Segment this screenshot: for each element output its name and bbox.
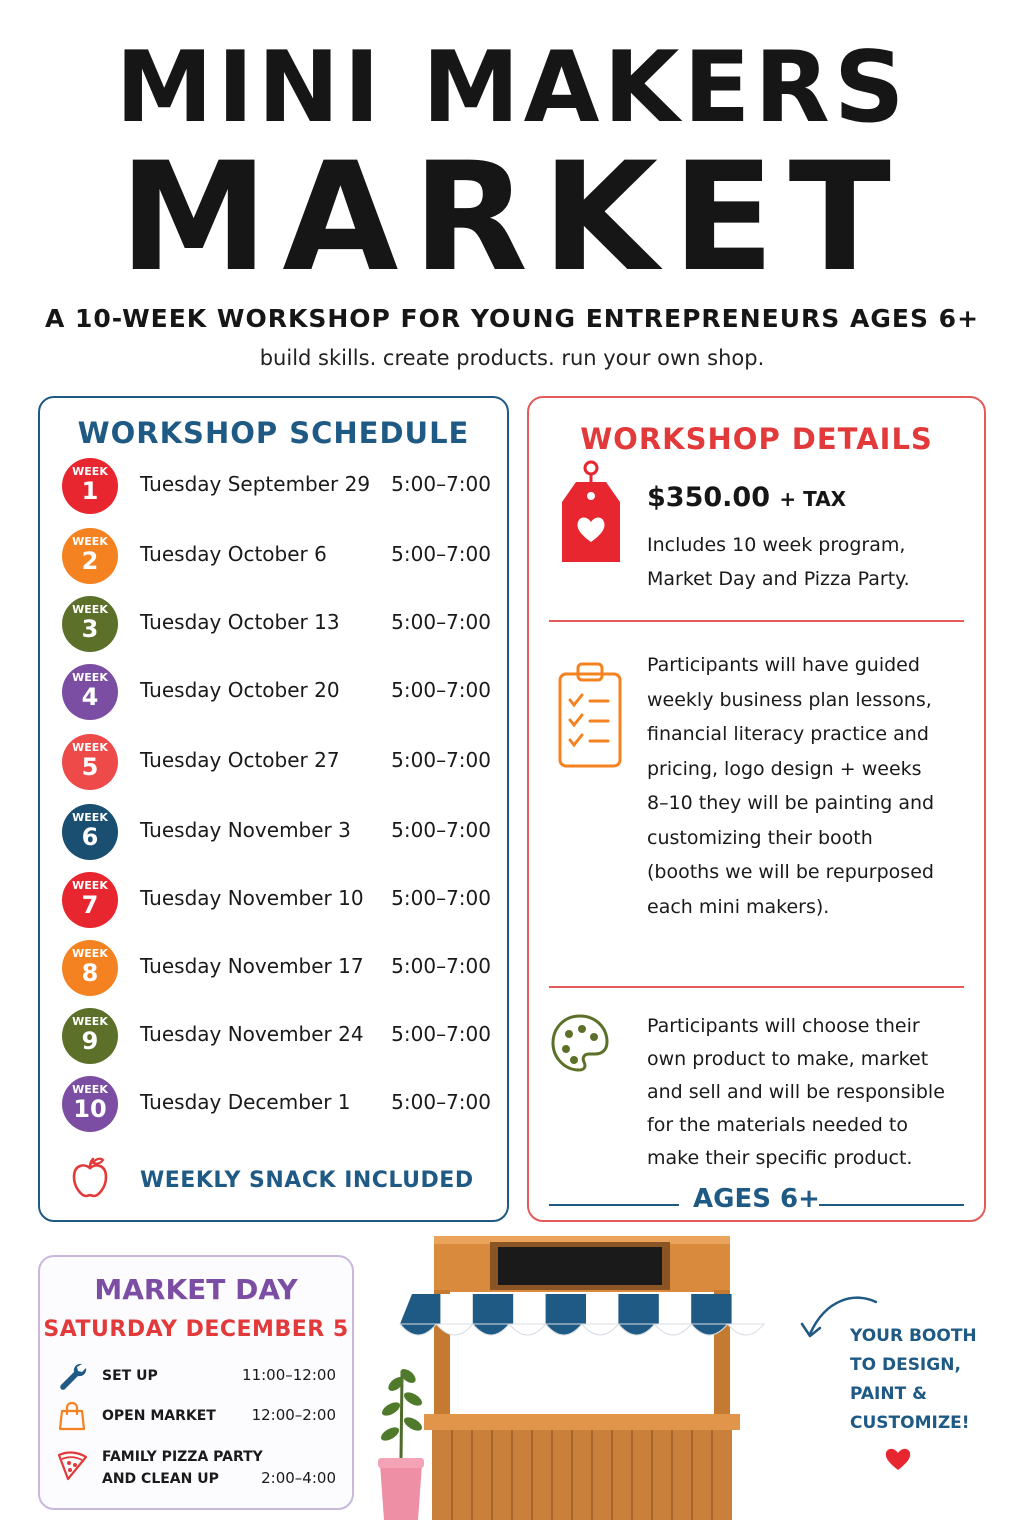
market-booth-illustration — [372, 1234, 770, 1524]
week-badge-label: WEEK — [72, 947, 108, 960]
week-time: 5:00–7:00 — [391, 1090, 491, 1114]
week-time: 5:00–7:00 — [391, 886, 491, 910]
market-item-label: OPEN MARKET — [102, 1408, 216, 1424]
market-item-label: SET UP — [102, 1368, 158, 1384]
week-date: Tuesday December 1 — [140, 1090, 351, 1114]
week-badge-number: 9 — [81, 1027, 99, 1055]
pizza-slice-icon — [56, 1449, 88, 1481]
week-date: Tuesday November 17 — [140, 954, 364, 978]
booth-note-line: TO DESIGN, — [850, 1355, 961, 1375]
market-item-label — [102, 1446, 263, 1490]
week-badge-number: 2 — [81, 547, 99, 575]
schedule-row — [40, 664, 511, 724]
market-item-label-line1: FAMILY PIZZA PARTY — [102, 1449, 263, 1465]
awning-stripe — [513, 1294, 545, 1324]
week-date: Tuesday October 20 — [140, 678, 340, 702]
week-badge — [62, 804, 118, 860]
week-badge-label: WEEK — [72, 879, 108, 892]
price-tax: + TAX — [779, 487, 847, 511]
awning-scallop — [618, 1324, 654, 1335]
week-badge-label: WEEK — [72, 741, 108, 754]
week-badge-number: 10 — [73, 1095, 107, 1123]
title-line-2: MARKET — [119, 131, 905, 305]
week-time: 5:00–7:00 — [391, 818, 491, 842]
week-badge — [62, 1076, 118, 1132]
market-item-time: 11:00–12:00 — [242, 1366, 336, 1384]
awning-stripe — [440, 1294, 472, 1324]
details-panel — [527, 396, 986, 1222]
price-amount: $350.00 — [647, 482, 770, 513]
week-badge-number: 5 — [81, 753, 99, 781]
schedule-row — [40, 872, 511, 932]
market-day-title: MARKET DAY — [94, 1273, 298, 1306]
week-date: Tuesday October 27 — [140, 748, 340, 772]
booth-note-line: PAINT & — [850, 1384, 927, 1404]
week-date: Tuesday November 3 — [140, 818, 351, 842]
divider — [549, 620, 964, 622]
week-badge-number: 1 — [81, 477, 99, 505]
week-badge-number: 3 — [81, 615, 99, 643]
divider — [549, 986, 964, 988]
booth-note — [850, 1322, 990, 1438]
awning-scallop — [728, 1324, 764, 1335]
week-time: 5:00–7:00 — [391, 748, 491, 772]
schedule-row — [40, 458, 511, 518]
heart-icon — [884, 1446, 912, 1472]
week-badge-label: WEEK — [72, 671, 108, 684]
lessons-text: Participants will have guided weekly business plan lessons, financial literacy practice and pricing, logo design + weeks 8–10 they will be painting and customizing their booth (booths we will be repurposed each mini makers). — [647, 654, 935, 918]
week-badge — [62, 872, 118, 928]
schedule-row — [40, 804, 511, 864]
awning-scallop — [582, 1324, 618, 1335]
awning-stripe — [586, 1294, 618, 1324]
clipboard-checklist-icon — [554, 654, 626, 772]
schedule-panel — [38, 396, 509, 1222]
title-line-1: MINI MAKERS — [115, 31, 909, 145]
week-date: Tuesday October 13 — [140, 610, 340, 634]
booth-note-line: YOUR BOOTH — [850, 1326, 977, 1346]
market-item-time: 12:00–2:00 — [251, 1406, 336, 1424]
week-badge-label: WEEK — [72, 1083, 108, 1096]
snack-text: WEEKLY SNACK INCLUDED — [140, 1168, 474, 1193]
awning-scallop — [400, 1324, 436, 1335]
week-time: 5:00–7:00 — [391, 954, 491, 978]
booth-note-line: CUSTOMIZE! — [850, 1413, 970, 1433]
schedule-row — [40, 734, 511, 794]
awning-scallop — [509, 1324, 545, 1335]
week-badge-label: WEEK — [72, 603, 108, 616]
week-date: Tuesday October 6 — [140, 542, 327, 566]
week-time: 5:00–7:00 — [391, 678, 491, 702]
schedule-row — [40, 1008, 511, 1068]
week-badge-number: 8 — [81, 959, 99, 987]
awning-scallop — [655, 1324, 691, 1335]
week-badge-label: WEEK — [72, 535, 108, 548]
week-badge-number: 7 — [81, 891, 99, 919]
week-badge — [62, 940, 118, 996]
market-item-time: 2:00–4:00 — [261, 1469, 336, 1487]
schedule-row — [40, 528, 511, 588]
awning-scallop — [473, 1324, 509, 1335]
week-badge — [62, 528, 118, 584]
week-date: Tuesday November 24 — [140, 1022, 364, 1046]
week-time: 5:00–7:00 — [391, 542, 491, 566]
week-badge-label: WEEK — [72, 811, 108, 824]
week-time: 5:00–7:00 — [391, 610, 491, 634]
schedule-title: WORKSHOP SCHEDULE — [77, 416, 470, 450]
week-date: Tuesday November 10 — [140, 886, 364, 910]
tagline: build skills. create products. run your own shop. — [259, 346, 765, 370]
week-badge — [62, 596, 118, 652]
schedule-row — [40, 940, 511, 1000]
week-badge-label: WEEK — [72, 1015, 108, 1028]
ages-label: AGES 6+ — [693, 1184, 820, 1214]
week-badge-number: 6 — [81, 823, 99, 851]
week-badge — [62, 664, 118, 720]
price-tag-heart-icon — [556, 458, 626, 568]
price — [647, 482, 846, 513]
week-badge-label: WEEK — [72, 465, 108, 478]
awning-stripe — [732, 1294, 764, 1324]
awning-stripe — [659, 1294, 691, 1324]
week-badge — [62, 1008, 118, 1064]
palette-icon — [549, 1012, 611, 1074]
week-badge-number: 4 — [81, 683, 99, 711]
week-badge — [62, 734, 118, 790]
awning-scallop — [546, 1324, 582, 1335]
apple-icon — [66, 1154, 114, 1202]
shopping-bag-icon — [56, 1400, 88, 1432]
market-item-label-line2: AND CLEAN UP — [102, 1471, 219, 1487]
week-time: 5:00–7:00 — [391, 1022, 491, 1046]
price-description: Includes 10 week program, Market Day and Pizza Party. — [647, 534, 910, 590]
market-day-date: SATURDAY DECEMBER 5 — [43, 1317, 349, 1342]
subtitle: A 10-WEEK WORKSHOP FOR YOUNG ENTREPRENEURS AGES 6+ — [44, 304, 980, 333]
wrench-icon — [56, 1360, 88, 1392]
schedule-row — [40, 1076, 511, 1136]
week-date: Tuesday September 29 — [140, 472, 371, 496]
week-time: 5:00–7:00 — [391, 472, 491, 496]
schedule-row — [40, 596, 511, 656]
market-day-panel — [38, 1255, 354, 1510]
details-title: WORKSHOP DETAILS — [580, 422, 933, 456]
week-badge — [62, 458, 118, 514]
product-text: Participants will choose their own product to make, market and sell and will be responsible for the materials needed to make their specific product. — [647, 1015, 945, 1169]
